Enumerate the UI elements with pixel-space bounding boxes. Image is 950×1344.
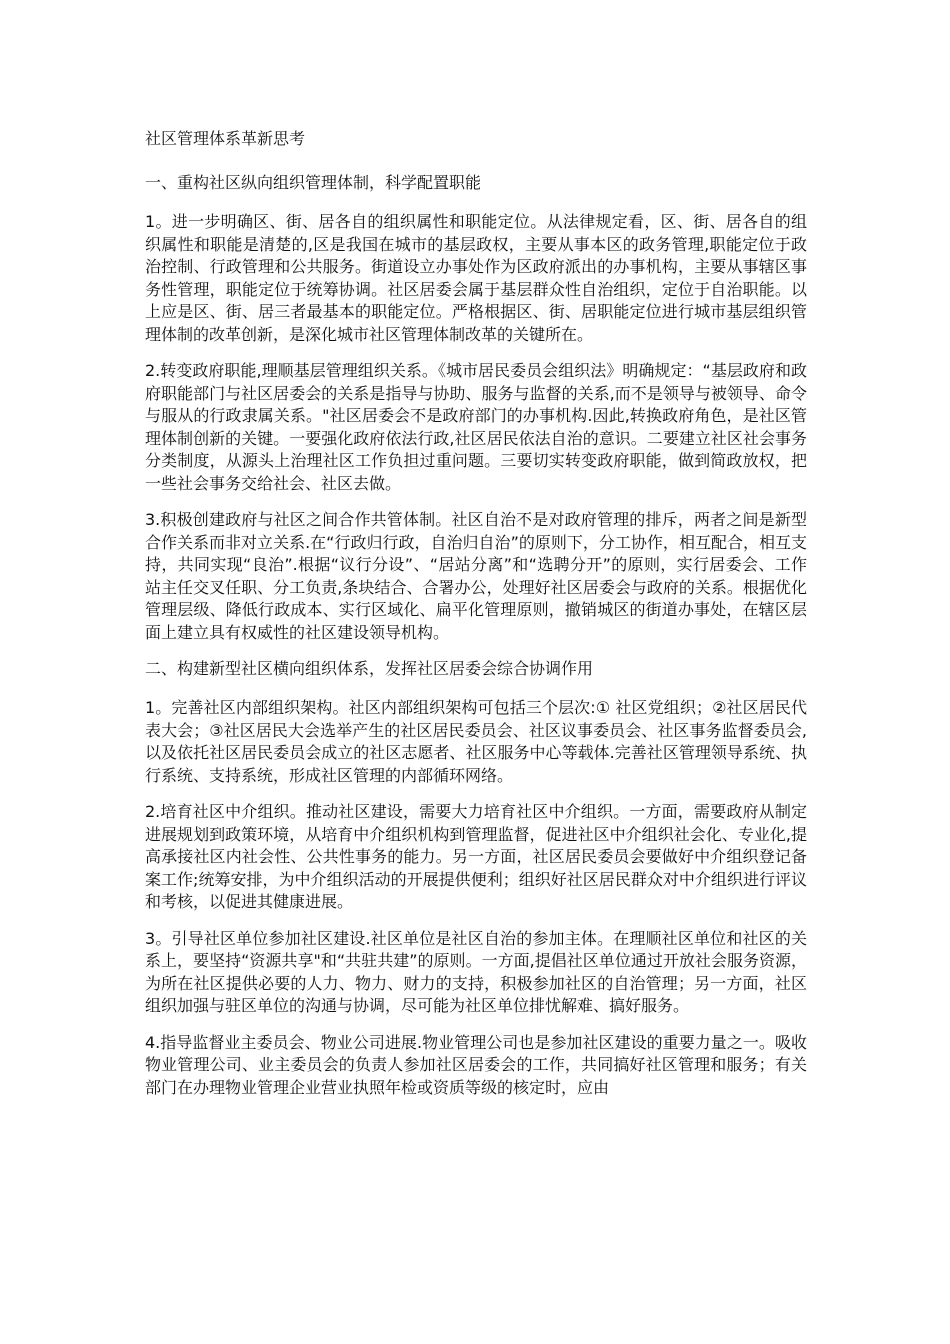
- document-page: [145, 128, 807, 1113]
- section-1-paragraph-1: 1。进一步明确区、街、居各自的组织属性和职能定位。从法律规定看，区、街、居各自的组织属性和职能是清楚的,区是我国在城市的基层政权，主要从事本区的政务管理,职能定位于政治控制、行政管理和公共服务。街道设立办事处作为区政府派出的办事机构，主要从事辖区事务性管理，职能定位于统筹协调。社区居委会属于基层群众性自治组织，定位于自治职能。以上应是区、街、居三者最基本的职能定位。严格根据区、街、居职能定位进行城市基层组织管理体制的改革创新，是深化城市社区管理体制改革的关键所在。: [145, 212, 807, 344]
- section-2-paragraph-2: 2.培育社区中介组织。推动社区建设，需要大力培育社区中介组织。一方面，需要政府从制定进展规划到政策环境，从培育中介组织机构到管理监督，促进社区中介组织社会化、专业化,提高承接社区内社会性、公共性事务的能力。另一方面，社区居民委员会要做好中介组织登记备案工作;统筹安排，为中介组织活动的开展提供便利；组织好社区居民群众对中介组织进行评议和考核，以促进其健康进展。: [145, 802, 807, 911]
- section-2-paragraph-4: 4.指导监督业主委员会、物业公司进展.物业管理公司也是参加社区建设的重要力量之一。吸收物业管理公司、业主委员会的负责人参加社区居委会的工作，共同搞好社区管理和服务；有关部门在办理物业管理企业营业执照年检或资质等级的核定时，应由: [145, 1032, 807, 1097]
- section-1-heading: 一、重构社区纵向组织管理体制，科学配置职能: [145, 173, 482, 192]
- section-2-paragraph-3: 3。引导社区单位参加社区建设.社区单位是社区自治的参加主体。在理顺社区单位和社区的关系上，要坚持“资源共享"和“共驻共建”的原则。一方面,提倡社区单位通过开放社会服务资源，为所在社区提供必要的人力、物力、财力的支持，积极参加社区的自治管理；另一方面，社区组织加强与驻区单位的沟通与协调，尽可能为社区单位排忧解难、搞好服务。: [145, 928, 807, 1015]
- section-2-heading: 二、构建新型社区横向组织体系，发挥社区居委会综合协调作用: [145, 659, 594, 678]
- document-title: 社区管理体系革新思考: [145, 129, 306, 148]
- section-1-paragraph-2: 2.转变政府职能,理顺基层管理组织关系。《城市居民委员会组织法》明确规定：“基层政府和政府职能部门与社区居委会的关系是指导与协助、服务与监督的关系,而不是领导与被领导、命令与服从的行政隶属关系。"社区居委会不是政府部门的办事机构.因此,转换政府角色，是社区管理体制创新的关键。一要强化政府依法行政,社区居民依法自治的意识。二要建立社区社会事务分类制度，从源头上治理社区工作负担过重问题。三要切实转变政府职能，做到简政放权，把一些社会事务交给社会、社区去做。: [145, 361, 807, 493]
- section-1-paragraph-3: 3.积极创建政府与社区之间合作共管体制。社区自治不是对政府管理的排斥，两者之间是新型合作关系而非对立关系.在“行政归行政，自治归自治”的原则下，分工协作，相互配合，相互支持，共同实现“良治”.根据“议行分设”、“居站分离”和“选聘分开”的原则，实行居委会、工作站主任交叉任职、分工负责,条块结合、合署办公，处理好社区居委会与政府的关系。根据优化管理层级、降低行政成本、实行区域化、扁平化管理原则，撤销城区的街道办事处，在辖区层面上建立具有权威性的社区建设领导机构。: [145, 510, 807, 642]
- section-2-paragraph-1: 1。完善社区内部组织架构。社区内部组织架构可包括三个层次:① 社区党组织；②社区居民代表大会；③社区居民大会选举产生的社区居民委员会、社区议事委员会、社区事务监督委员会,以及依托社区居民委员会成立的社区志愿者、社区服务中心等载体.完善社区管理领导系统、执行系统、支持系统，形成社区管理的内部循环网络。: [145, 698, 807, 785]
